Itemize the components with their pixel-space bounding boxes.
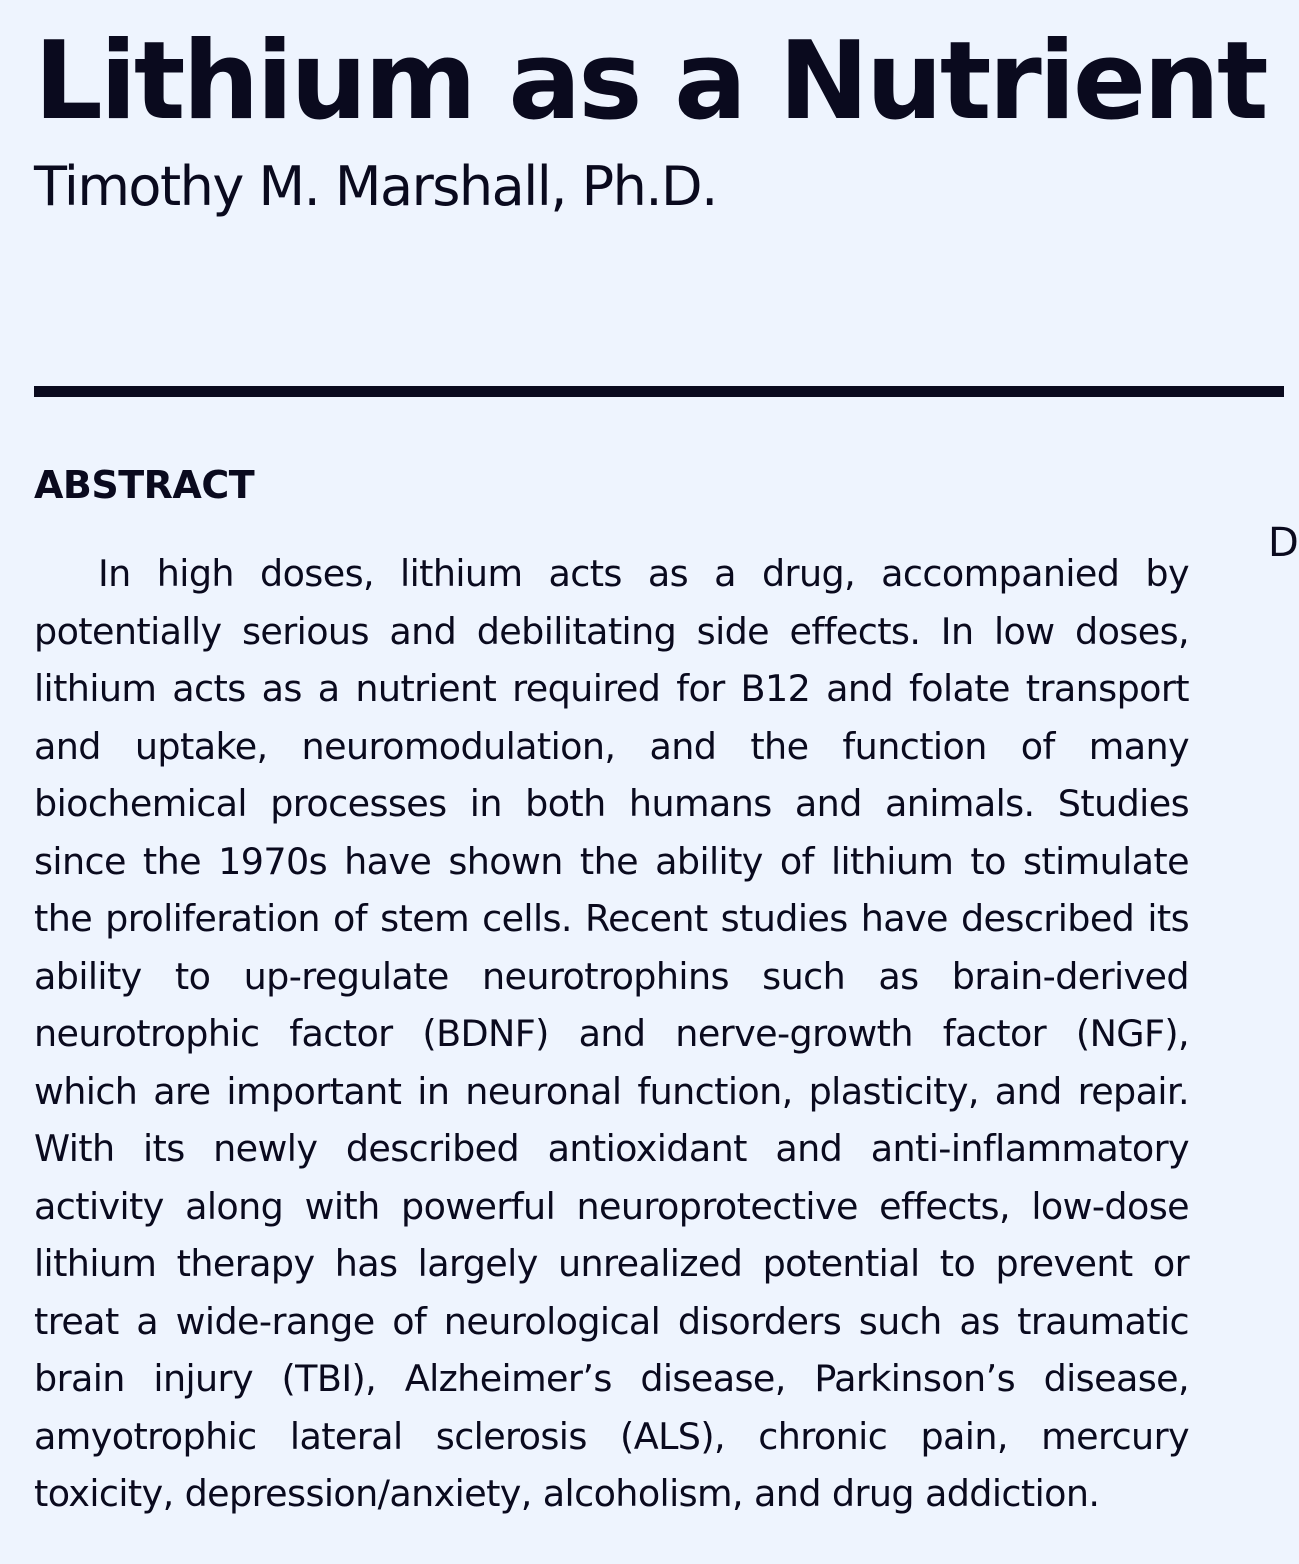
right-column-fragment: D — [1268, 520, 1299, 566]
article-title: Lithium as a Nutrient — [34, 19, 1266, 144]
abstract-body: In high doses, lithium acts as a drug, accompanied by potentially serious and debilitating side effects. In low doses, lithium acts as a nutrient required for B12 and folate transport and uptake, neuromodulation, and the function of many biochemical processes in both humans and animals. Studies since the 1970s have shown the ability of lithium to stimulate the proliferation of stem cells. Recent studies have described its ability to up-regulate neurotrophins such as brain-derived neurotrophic factor (BDNF) and nerve-growth factor (NGF), which are important in neuronal function, plasticity, and repair. With its newly described antioxidant and anti-inflammatory activity along with powerful neuroprotective effects, low-dose lithium therapy has largely unrealized potential to prevent or treat a wide-range of neurological disorders such as traumatic brain injury (TBI), Alzheimer’s disease, Parkinson’s disease, amyotrophic lateral sclerosis (ALS), chronic pain, mercury toxicity, depression/anxiety, alcoholism, and drug addiction. — [34, 552, 1189, 1515]
abstract-heading: ABSTRACT — [34, 463, 255, 507]
title-divider — [34, 386, 1284, 397]
author-name: Timothy M. Marshall, Ph.D. — [34, 155, 717, 218]
